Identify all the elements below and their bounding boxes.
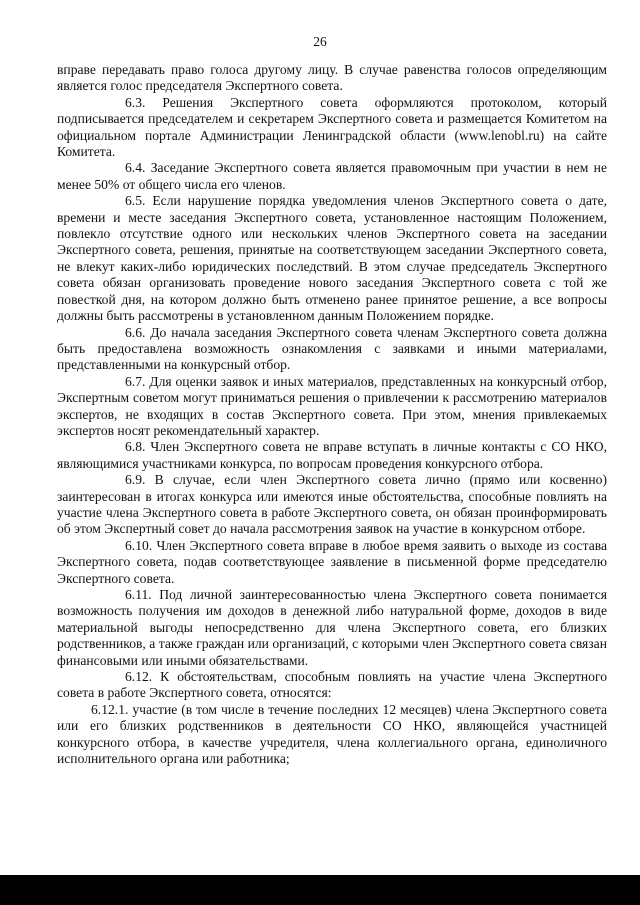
paragraph-6-6 <box>57 325 607 374</box>
paragraph-text: Если нарушение порядка уведомления членов Экспертного совета о дате, времени и месте заседания Экспертного совета, установленное настоящим Положением, повлекло отсутствие одного или нескольких членов Экспертного совета на заседании Экспертного совета, решения, принятые на соответствующем заседании Экспертного совета, не влекут каких-либо юридических последствий. В этом случае председатель Экспертного совета обязан организовать проведение нового заседания Экспертного совета с той же повесткой дня, на котором должно быть отменено ранее принятое решение, а все вопросы должны быть рассмотрены в установленном данным Положением порядке. <box>57 193 607 324</box>
paragraph-text: вправе передавать право голоса другому лицу. В случае равенства голосов определяющим является голос председателя Экспертного совета. <box>57 62 607 94</box>
paragraph-6-9 <box>57 472 607 538</box>
paragraph-6-8 <box>57 439 607 472</box>
paragraph-text: Для оценки заявок и иных материалов, представленных на конкурсный отбор, Экспертным советом могут приниматься решения о привлечении к рассмотрению материалов экспертов, не входящих в состав Экспертного совета. При этом, мнения привлекаемых экспертов носят рекомендательный характер. <box>57 373 607 438</box>
paragraph-number: 6.9. <box>125 472 146 488</box>
paragraph-text: Заседание Экспертного совета является правомочным при участии в нем не менее 50% от общего числа его членов. <box>57 160 607 192</box>
paragraph-text: Под личной заинтересованностью члена Экспертного совета понимается возможность получения им доходов в денежной либо натуральной форме, доходов в виде материальной выгоды непосредственно для члена Экспертного совета, его близких родственников, а также граждан или организаций, с которыми член Экспертного совета связан финансовыми или иными обязательствами. <box>57 587 607 668</box>
paragraph-number: 6.10. <box>125 537 153 553</box>
paragraph-6-12-1 <box>57 702 607 768</box>
paragraph-number: 6.12. <box>125 669 153 685</box>
paragraph-6-5 <box>57 193 607 324</box>
paragraph-6-4 <box>57 160 607 193</box>
paragraph-text: Член Экспертного совета вправе в любое время заявить о выходе из состава Экспертного совета, подав соответствующее заявление в письменной форме председателю Экспертного совета. <box>57 537 607 586</box>
paragraph-6-2-continuation <box>57 62 607 95</box>
paragraph-text: В случае, если член Экспертного совета лично (прямо или косвенно) заинтересован в итогах конкурса или имеются иные обстоятельства, способные повлиять на участие члена Экспертного совета в работе Экспертного совета, он обязан проинформировать об этом Экспертный совет до начала рассмотрения заявок на участие в конкурсном отборе. <box>57 472 607 537</box>
scan-edge-bar <box>0 875 640 905</box>
paragraph-text: участие (в том числе в течение последних 12 месяцев) члена Экспертного совета или его близких родственников в деятельности СО НКО, являющейся участницей конкурсного отбора, в качестве учредителя, члена коллегиального органа, единоличного исполнительного органа или работника; <box>57 701 607 767</box>
paragraph-number: 6.11. <box>125 587 152 602</box>
paragraph-number: 6.7. <box>125 373 146 389</box>
paragraph-text: До начала заседания Экспертного совета членам Экспертного совета должна быть предоставлена возможность ознакомления с заявками и иными материалами, представленными на конкурсный отбор. <box>57 324 607 373</box>
paragraph-text: Член Экспертного совета не вправе вступать в личные контакты с СО НКО, являющимися участниками конкурса, по вопросам проведения конкурсного отбора. <box>57 439 607 471</box>
document-body <box>57 62 607 767</box>
paragraph-6-11 <box>57 587 607 669</box>
page-number: 26 <box>313 34 327 49</box>
paragraph-6-10 <box>57 538 607 587</box>
paragraph-6-12 <box>57 669 607 702</box>
paragraph-6-3 <box>57 95 607 161</box>
paragraph-number: 6.4. <box>125 160 146 176</box>
paragraph-number: 6.8. <box>125 439 146 455</box>
paragraph-number: 6.3. <box>125 94 146 110</box>
paragraph-text: Решения Экспертного совета оформляются протоколом, который подписывается председателем и секретарем Экспертного совета и размещается Комитетом на официальном портале Администрации Ленинградской области (www.lenobl.ru) на сайте Комитета. <box>57 94 607 160</box>
paragraph-6-7 <box>57 374 607 440</box>
paragraph-number: 6.6. <box>125 324 146 340</box>
paragraph-text: К обстоятельствам, способным повлиять на участие члена Экспертного совета в работе Экспертного совета, относятся: <box>57 669 607 701</box>
paragraph-number: 6.5. <box>125 193 146 209</box>
paragraph-number: 6.12.1. <box>91 701 129 717</box>
